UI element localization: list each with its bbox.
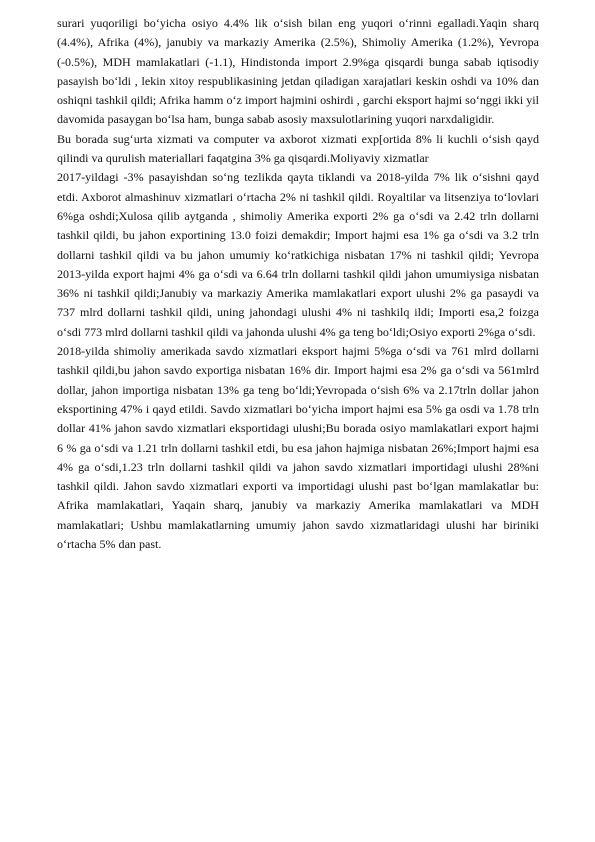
paragraph-2: Bu borada sug‘urta xizmati va computer va axborot xizmati exp[ortida 8% li kuchli o‘sish qayd qilindi va qurulish materiallari faqatgina 3% ga qisqardi.Moliyaviy xizmatlar bbox=[57, 131, 539, 166]
paragraph-3: 2017-yildagi -3% pasayishdan so‘ng tezlikda qayta tiklandi va 2018-yilda 7% lik o‘sishni qayd etdi. Axborot almashinuv xizmatlari o‘rtacha 2% ni tashkil qildi. Royaltilar va litsenziya to‘lovlari 6%ga oshdi;Xulosa qilib aytganda , shimoliy Amerika exporti 2% ga o‘sdi va 2.42 trln dollarni tashkil qildi, bu jahon exportining 13.0 foizi demakdir; Import hajmi esa 1% ga o‘sdi va 3.2 trln dollarni tashkil qildi va bu jahon umumiy ko‘ratkichiga nisbatan 17% ni tashkil qildi; Yevropa 2013-yilda export hajmi 4% ga o‘sdi va 6.64 trln dollarni tashkil qildi jahon umumiysiga nisbatan 36% ni tashkil qildi;Janubiy va markaziy Amerika mamlakatlari export ulushi 2% ga pasaydi va 737 mlrd dollarni tashkil qildi, uning jahondagi ulushi 4% ni tashkilq ildi; Importi esa,2 foizga o‘sdi 773 mlrd dollarni tashkil qildi va jahonda ulushi 4% ga teng bo‘ldi;Osiyo exporti 2%ga o‘sdi. bbox=[57, 170, 539, 339]
paragraph-1: surari yuqoriligi bo‘yicha osiyo 4.4% lik o‘sish bilan eng yuqori o‘rinni egalladi.Yaqin sharq (4.4%), Afrika (4%), janubiy va markaziy Amerika (2.5%), Shimoliy Amerika (1.2%), Yevropa (-0.5%), MDH mamlakatlari (-1.1), Hindistonda import 2.9%ga qisqardi bunga sabab iqtisodiy pasayish bo‘ldi , lekin xitoy respublikasining jetdan qiladigan xarajatlari keskin oshdi va 10% dan oshiqni tashkil qildi; Afrika hamm o‘z import hajmini oshirdi , garchi eksport hajmi so‘nggi ikki yil davomida pasaygan bo‘lsa ham, bunga sabab asosiy maxsulotlarining yuqori narxdaligidir. bbox=[57, 16, 539, 127]
paragraph-4: 2018-yilda shimoliy amerikada savdo xizmatlari eksport hajmi 5%ga o‘sdi va 761 mlrd dollarni tashkil qildi,bu jahon savdo exportiga nisbatan 16% dir. Import hajmi esa 2% ga o‘sdi va 561mlrd dollar, jahon importiga nisbatan 13% ga teng bo‘ldi;Yevropada o‘sish 6% va 2.17trln dollar jahon eksportining 47% i qayd etildi. Savdo xizmatlari bo‘yicha import hajmi esa 5% ga osdi va 1.78 trln dollar 41% jahon savdo xizmatlari eksportidagi ulushi;Bu borada osiyo mamlakatlari export hajmi 6 % ga o‘sdi va 1.21 trln dollarni tashkil etdi, bu esa jahon hajmiga nisbatan 26%;Import hajmi esa 4% ga o‘sdi,1.23 trln dollarni tashkil qildi va jahon savdo xizmatlari importidagi ulushi 28%ni tashkil qildi. Jahon savdo xizmatlari exporti va importidagi ulushi past bo‘lgan mamlakatlar bu: Afrika mamlakatlari, Yaqain sharq, janubiy va markaziy Amerika mamlakatlari va MDH mamlakatlari; Ushbu mamlakatlarning umumiy jahon savdo xizmatlaridagi ulushi har biriniki o‘rtacha 5% dan past. bbox=[57, 344, 539, 552]
document-page bbox=[57, 14, 539, 554]
